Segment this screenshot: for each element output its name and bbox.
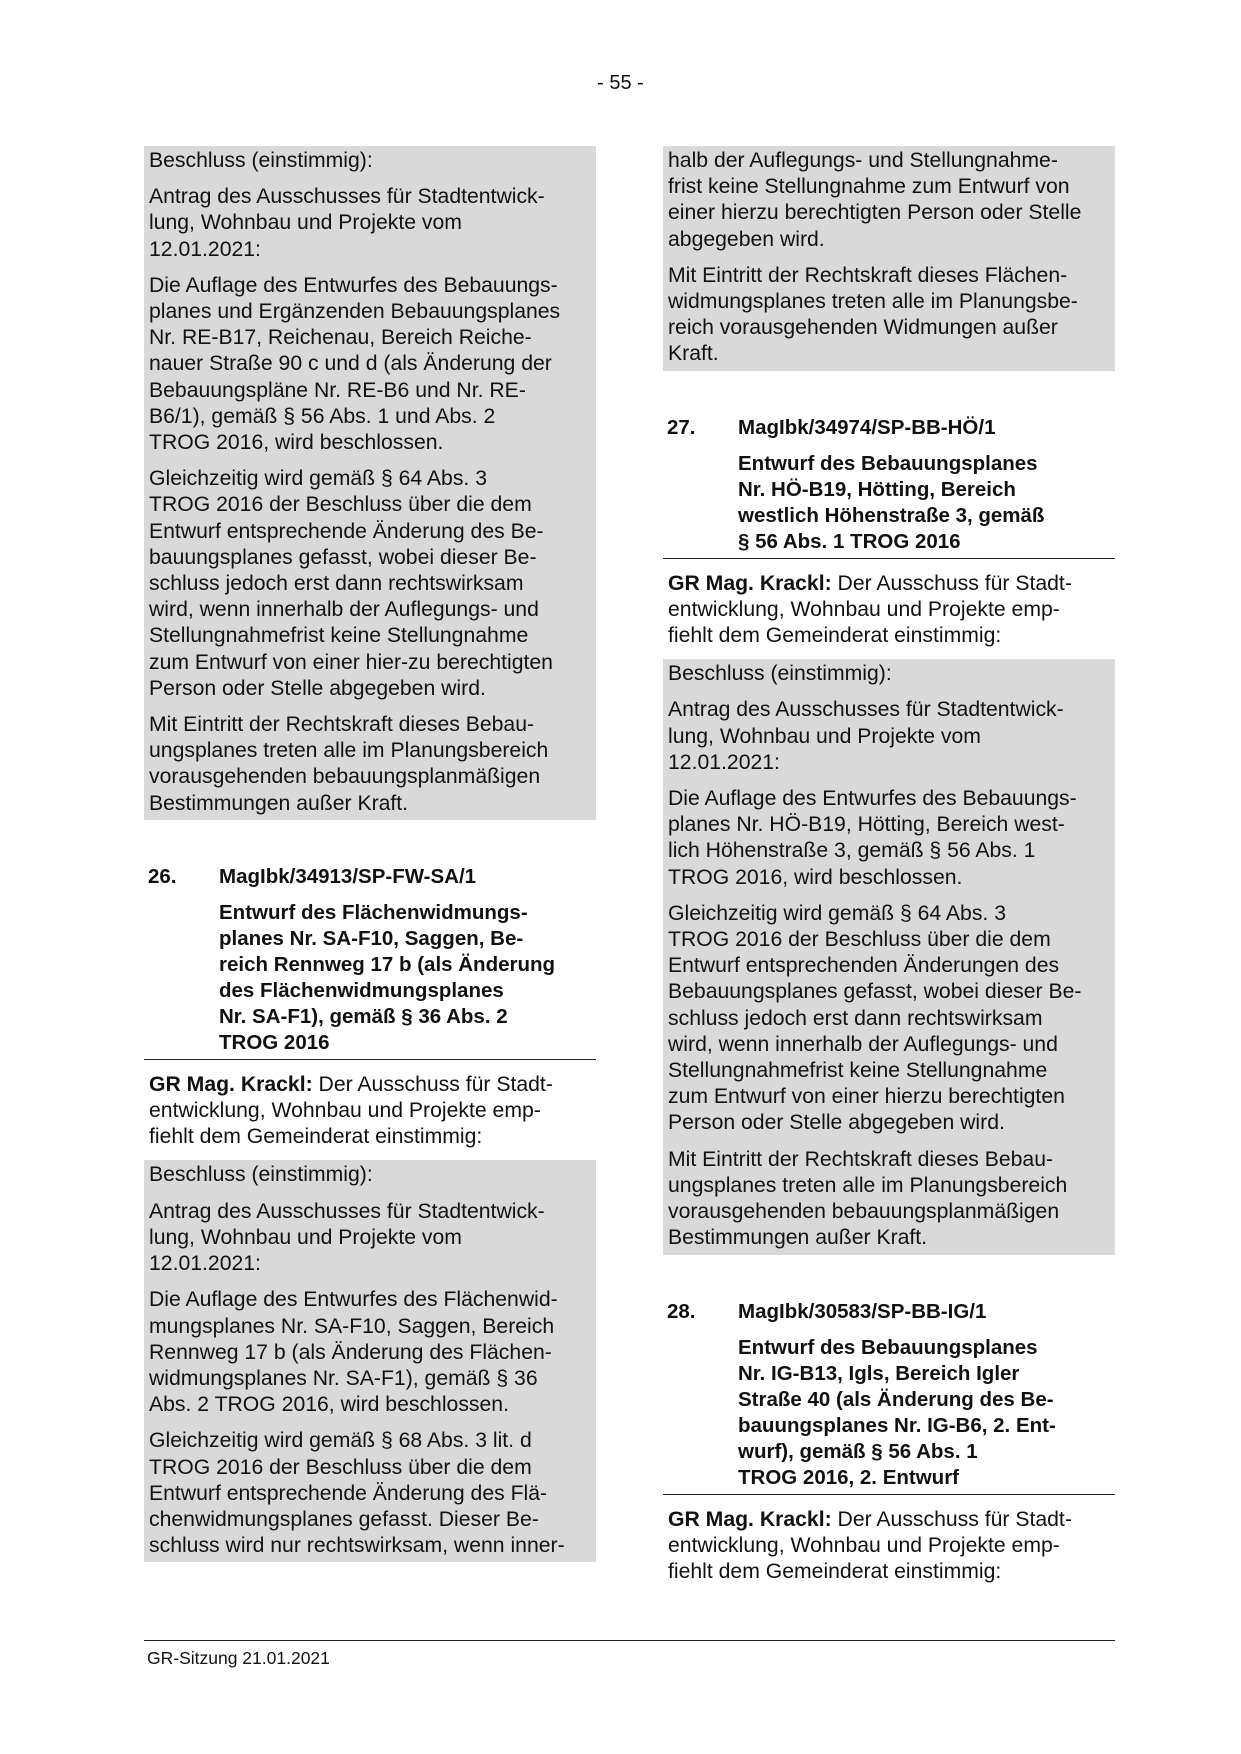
resolution-block-25 bbox=[144, 146, 596, 820]
item-code: MagIbk/34974/SP-BB-HÖ/1 bbox=[738, 415, 996, 439]
speaker-statement bbox=[663, 1507, 1115, 1586]
footer-divider bbox=[144, 1640, 1115, 1641]
resolution-paragraph: Die Auflage des Entwurfes des Flächenwid- mungsplanes Nr. SA-F10, Saggen, Bereich Rennweg 17 b (als Änderung des Flächen- widmungsplanes Nr. SA-F1), gemäß § 36 Abs. 2 TROG 2016, wird beschlossen. bbox=[149, 1288, 558, 1417]
motion-paragraph: Antrag des Ausschusses für Stadtentwick- lung, Wohnbau und Projekte vom 12.01.2021: bbox=[149, 185, 545, 261]
speaker-statement bbox=[663, 571, 1115, 650]
resolution-block-27 bbox=[663, 659, 1115, 1254]
item-number: 28. bbox=[667, 1299, 696, 1323]
item-code: MagIbk/34913/SP-FW-SA/1 bbox=[219, 864, 477, 888]
motion-paragraph: Antrag des Ausschusses für Stadtentwick- lung, Wohnbau und Projekte vom 12.01.2021: bbox=[668, 698, 1064, 774]
agenda-item-28 bbox=[663, 1299, 1115, 1495]
footer-session-date: GR-Sitzung 21.01.2021 bbox=[147, 1648, 330, 1668]
item-code: MagIbk/30583/SP-BB-IG/1 bbox=[738, 1299, 987, 1323]
speaker-name: GR Mag. Krackl: bbox=[149, 1072, 313, 1096]
speaker-name: GR Mag. Krackl: bbox=[668, 571, 832, 595]
item-title: Entwurf des Flächenwidmungs- planes Nr. SA-F10, Saggen, Be- reich Rennweg 17 b (als Änderung des Flächenwidmungsplanes Nr. SA-F1), gemäß § 36 Abs. 2 TROG 2016 bbox=[144, 900, 596, 1060]
resolution-paragraph: Die Auflage des Entwurfes des Bebauungs- planes Nr. HÖ-B19, Hötting, Bereich west- lich Höhenstraße 3, gemäß § 56 Abs. 1 TROG 2016, wird beschlossen. bbox=[668, 787, 1077, 889]
item-title: Entwurf des Bebauungsplanes Nr. HÖ-B19, Hötting, Bereich westlich Höhenstraße 3, gemäß § 56 Abs. 1 TROG 2016 bbox=[663, 451, 1115, 559]
simultaneous-paragraph: Gleichzeitig wird gemäß § 68 Abs. 3 lit. d TROG 2016 der Beschluss über die dem Entwurf entsprechende Änderung des Flä- chenwidmungsplanes gefasst. Dieser Be- schluss wird nur rechtswirksam, wenn inner- bbox=[149, 1429, 565, 1558]
resolution-label: Beschluss (einstimmig): bbox=[149, 149, 373, 172]
resolution-label: Beschluss (einstimmig): bbox=[149, 1163, 373, 1187]
left-column bbox=[144, 146, 596, 1562]
simultaneous-paragraph: Gleichzeitig wird gemäß § 64 Abs. 3 TROG 2016 der Beschluss über die dem Entwurf entsprechenden Änderungen des Bebauungsplanes gefasst, wobei dieser Be- schluss jedoch erst dann rechtswirksam wird, wenn innerhalb der Auflegungs- und Stellungnahmefrist keine Stellungnahme zum Entwurf von einer hierzu berechtigten Person oder Stelle abgegeben wird. bbox=[668, 901, 1082, 1135]
speaker-text: Der Ausschuss für Stadt- entwicklung, Wohnbau und Projekte emp- fiehlt dem Gemeinderat einstimmig: bbox=[149, 1072, 553, 1149]
resolution-block-26 bbox=[144, 1160, 596, 1562]
motion-paragraph: Antrag des Ausschusses für Stadtentwick- lung, Wohnbau und Projekte vom 12.01.2021: bbox=[149, 1199, 545, 1276]
speaker-text: Der Ausschuss für Stadt- entwicklung, Wohnbau und Projekte emp- fiehlt dem Gemeinderat einstimmig: bbox=[668, 571, 1072, 648]
resolution-paragraph: Die Auflage des Entwurfes des Bebauungs- planes und Ergänzenden Bebauungsplanes Nr. RE-B17, Reichenau, Bereich Reiche- nauer Straße 90 c und d (als Änderung der Bebauungspläne Nr. RE-B6 und Nr. RE- B6/1), gemäß § 56 Abs. 1 und Abs. 2 TROG 2016, wird beschlossen. bbox=[149, 273, 561, 455]
legal-force-paragraph: Mit Eintritt der Rechtskraft dieses Flächen- widmungsplanes treten alle im Planungsbe- reich vorausgehenden Widmungen außer Kraft. bbox=[668, 263, 1078, 366]
item-number: 27. bbox=[667, 415, 696, 439]
agenda-item-27 bbox=[663, 415, 1115, 559]
item-title: Entwurf des Bebauungsplanes Nr. IG-B13, Igls, Bereich Igler Straße 40 (als Änderung des Be- bauungsplanes Nr. IG-B6, 2. Ent- wurf), gemäß § 56 Abs. 1 TROG 2016, 2. Entwurf bbox=[663, 1335, 1115, 1495]
legal-force-paragraph: Mit Eintritt der Rechtskraft dieses Bebau- ungsplanes treten alle im Planungsbereich vorausgehenden bebauungsplanmäßigen Bestimmungen außer Kraft. bbox=[149, 713, 549, 815]
right-column bbox=[663, 146, 1115, 1585]
page-number: - 55 - bbox=[597, 72, 644, 94]
item-number: 26. bbox=[148, 864, 177, 888]
agenda-item-26 bbox=[144, 864, 596, 1060]
speaker-name: GR Mag. Krackl: bbox=[668, 1507, 832, 1531]
speaker-statement bbox=[144, 1072, 596, 1151]
resolution-label: Beschluss (einstimmig): bbox=[668, 662, 892, 686]
resolution-block-26-continued bbox=[663, 146, 1115, 371]
continued-paragraph: halb der Auflegungs- und Stellungnahme- frist keine Stellungnahme zum Entwurf von einer hierzu berechtigten Person oder Stelle abgegeben wird. bbox=[668, 149, 1082, 251]
legal-force-paragraph: Mit Eintritt der Rechtskraft dieses Bebau- ungsplanes treten alle im Planungsbereich vorausgehenden bebauungsplanmäßigen Bestimmungen außer Kraft. bbox=[668, 1147, 1068, 1250]
speaker-text: Der Ausschuss für Stadt- entwicklung, Wohnbau und Projekte emp- fiehlt dem Gemeinderat einstimmig: bbox=[668, 1507, 1072, 1583]
simultaneous-paragraph: Gleichzeitig wird gemäß § 64 Abs. 3 TROG 2016 der Beschluss über die dem Entwurf entsprechende Änderung des Be- bauungsplanes gefasst, wobei dieser Be- schluss jedoch erst dann rechtswirksam wird, wenn innerhalb der Auflegungs- und Stellungnahmefrist keine Stellungnahme zum Entwurf von einer hier-zu berechtigten Person oder Stelle abgegeben wird. bbox=[149, 467, 553, 700]
